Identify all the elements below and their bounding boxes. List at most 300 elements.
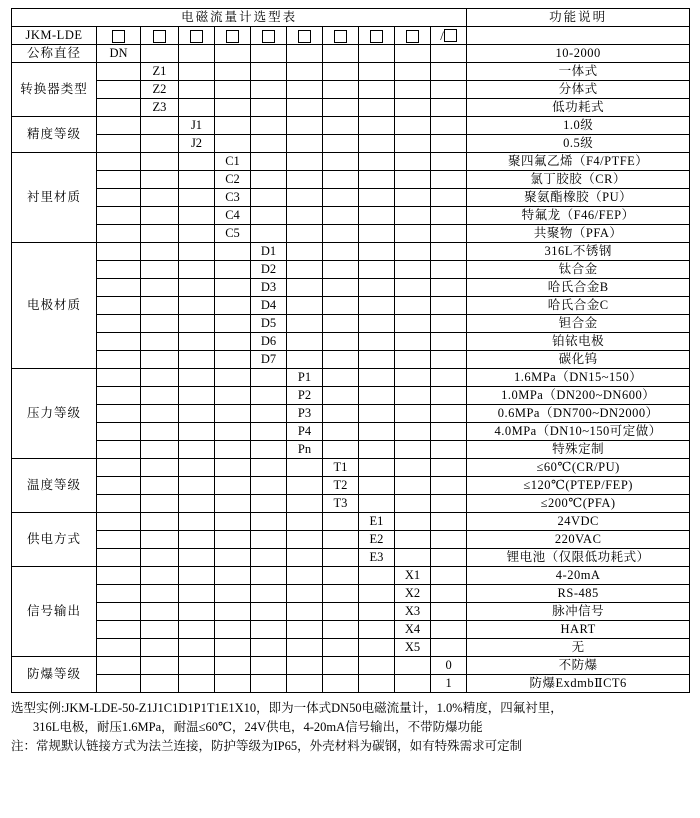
empty-cell <box>141 387 179 405</box>
empty-cell <box>215 99 251 117</box>
empty-cell <box>359 423 395 441</box>
empty-cell <box>179 225 215 243</box>
empty-cell <box>141 261 179 279</box>
row-label-6: 压力等级 <box>12 369 97 459</box>
empty-cell <box>323 387 359 405</box>
empty-cell <box>251 657 287 675</box>
option-code[interactable]: 0 <box>431 657 467 675</box>
empty-cell <box>141 567 179 585</box>
empty-cell <box>359 585 395 603</box>
empty-cell <box>431 117 467 135</box>
empty-cell <box>179 477 215 495</box>
empty-cell <box>323 117 359 135</box>
spec-table <box>11 8 690 693</box>
empty-cell <box>141 207 179 225</box>
empty-cell <box>431 297 467 315</box>
empty-cell <box>97 441 141 459</box>
table-row <box>12 261 690 279</box>
empty-cell <box>395 513 431 531</box>
selection-table-sheet <box>11 8 689 756</box>
empty-cell <box>215 243 251 261</box>
option-code[interactable]: 1 <box>431 675 467 693</box>
empty-cell <box>287 603 323 621</box>
empty-cell <box>215 333 251 351</box>
empty-cell <box>323 585 359 603</box>
empty-cell <box>141 657 179 675</box>
empty-cell <box>323 135 359 153</box>
empty-cell <box>287 333 323 351</box>
empty-cell <box>359 297 395 315</box>
model-code-box-7[interactable] <box>323 27 359 45</box>
empty-cell <box>359 459 395 477</box>
empty-cell <box>141 477 179 495</box>
option-description: 聚四氟乙烯（F4/PTFE） <box>467 153 690 171</box>
empty-cell <box>431 351 467 369</box>
option-code[interactable]: X1 <box>395 567 431 585</box>
checkbox-glyph[interactable] <box>262 30 275 43</box>
empty-cell <box>359 495 395 513</box>
empty-cell <box>141 315 179 333</box>
table-row <box>12 135 690 153</box>
empty-cell <box>251 207 287 225</box>
empty-cell <box>395 675 431 693</box>
option-code[interactable]: C5 <box>215 225 251 243</box>
empty-cell <box>395 369 431 387</box>
option-code[interactable]: DN <box>97 45 141 63</box>
empty-cell <box>215 513 251 531</box>
empty-cell <box>359 45 395 63</box>
empty-cell <box>323 225 359 243</box>
empty-cell <box>323 333 359 351</box>
empty-cell <box>251 63 287 81</box>
empty-cell <box>323 279 359 297</box>
empty-cell <box>431 315 467 333</box>
empty-cell <box>359 639 395 657</box>
checkbox-glyph[interactable] <box>406 30 419 43</box>
table-row <box>12 81 690 99</box>
table-row <box>12 117 690 135</box>
option-description: 聚氨酯橡胶（PU） <box>467 189 690 207</box>
empty-cell <box>395 153 431 171</box>
option-code[interactable]: E1 <box>359 513 395 531</box>
empty-cell <box>179 207 215 225</box>
row-label-5: 电极材质 <box>12 243 97 369</box>
empty-cell <box>215 297 251 315</box>
empty-cell <box>251 135 287 153</box>
empty-cell <box>359 225 395 243</box>
spec-table-body <box>12 9 690 693</box>
empty-cell <box>287 495 323 513</box>
empty-cell <box>359 171 395 189</box>
empty-cell <box>215 405 251 423</box>
checkbox-glyph[interactable] <box>370 30 383 43</box>
empty-cell <box>141 297 179 315</box>
option-code[interactable]: Z1 <box>141 63 179 81</box>
table-row <box>12 225 690 243</box>
option-description: 0.5级 <box>467 135 690 153</box>
empty-cell <box>431 369 467 387</box>
empty-cell <box>431 585 467 603</box>
empty-cell <box>179 153 215 171</box>
empty-cell <box>251 423 287 441</box>
empty-cell <box>251 225 287 243</box>
empty-cell <box>141 279 179 297</box>
option-description: 0.6MPa（DN700~DN2000） <box>467 405 690 423</box>
table-row <box>12 423 690 441</box>
table-row <box>12 171 690 189</box>
empty-cell <box>395 99 431 117</box>
model-prefix: JKM-LDE <box>12 27 97 45</box>
empty-cell <box>215 459 251 477</box>
option-description: 哈氏合金B <box>467 279 690 297</box>
empty-cell <box>141 153 179 171</box>
option-code[interactable]: Z3 <box>141 99 179 117</box>
empty-cell <box>287 261 323 279</box>
empty-cell <box>97 297 141 315</box>
row-label-8: 供电方式 <box>12 513 97 567</box>
empty-cell <box>359 81 395 99</box>
empty-cell <box>359 387 395 405</box>
empty-cell <box>287 171 323 189</box>
model-code-box-8[interactable] <box>359 27 395 45</box>
option-code[interactable]: C2 <box>215 171 251 189</box>
empty-cell <box>97 135 141 153</box>
checkbox-glyph[interactable] <box>444 29 457 42</box>
empty-cell <box>97 387 141 405</box>
empty-cell <box>431 495 467 513</box>
empty-cell <box>395 189 431 207</box>
empty-cell <box>323 153 359 171</box>
empty-cell <box>97 99 141 117</box>
empty-cell <box>215 657 251 675</box>
empty-cell <box>395 225 431 243</box>
empty-cell <box>97 261 141 279</box>
empty-cell <box>251 621 287 639</box>
empty-cell <box>141 243 179 261</box>
option-code[interactable]: P2 <box>287 387 323 405</box>
table-row <box>12 603 690 621</box>
empty-cell <box>179 459 215 477</box>
option-description: 1.0MPa（DN200~DN600） <box>467 387 690 405</box>
empty-cell <box>431 207 467 225</box>
empty-cell <box>179 639 215 657</box>
option-description: 1.6MPa（DN15~150） <box>467 369 690 387</box>
empty-cell <box>323 315 359 333</box>
empty-cell <box>323 405 359 423</box>
empty-cell <box>359 99 395 117</box>
empty-cell <box>215 639 251 657</box>
empty-cell <box>141 621 179 639</box>
empty-cell <box>323 423 359 441</box>
notes-block <box>11 699 689 756</box>
empty-cell <box>395 405 431 423</box>
empty-cell <box>287 513 323 531</box>
empty-cell <box>323 513 359 531</box>
option-code[interactable]: C1 <box>215 153 251 171</box>
empty-cell <box>251 99 287 117</box>
empty-cell <box>287 243 323 261</box>
empty-cell <box>323 639 359 657</box>
empty-cell <box>287 45 323 63</box>
empty-cell <box>323 369 359 387</box>
empty-cell <box>179 423 215 441</box>
empty-cell <box>287 621 323 639</box>
empty-cell <box>431 477 467 495</box>
empty-cell <box>323 603 359 621</box>
empty-cell <box>251 549 287 567</box>
empty-cell <box>97 171 141 189</box>
option-description: 铂铱电极 <box>467 333 690 351</box>
empty-cell <box>395 333 431 351</box>
empty-cell <box>395 387 431 405</box>
option-code[interactable]: T3 <box>323 495 359 513</box>
empty-cell <box>215 45 251 63</box>
option-code[interactable]: Pn <box>287 441 323 459</box>
empty-cell <box>287 63 323 81</box>
empty-cell <box>395 459 431 477</box>
table-row <box>12 513 690 531</box>
empty-cell <box>97 621 141 639</box>
model-code-box-5[interactable] <box>251 27 287 45</box>
row-label-9: 信号输出 <box>12 567 97 657</box>
option-description: 防爆ExdmbⅡCT6 <box>467 675 690 693</box>
empty-cell <box>395 45 431 63</box>
option-description: 钽合金 <box>467 315 690 333</box>
empty-cell <box>215 531 251 549</box>
model-code-box-3[interactable] <box>179 27 215 45</box>
checkbox-glyph[interactable] <box>334 30 347 43</box>
empty-cell <box>395 495 431 513</box>
empty-cell <box>287 459 323 477</box>
option-code[interactable]: J2 <box>179 135 215 153</box>
empty-cell <box>251 117 287 135</box>
option-description: 共聚物（PFA） <box>467 225 690 243</box>
empty-cell <box>323 45 359 63</box>
empty-cell <box>141 585 179 603</box>
empty-cell <box>251 153 287 171</box>
option-code[interactable]: X2 <box>395 585 431 603</box>
table-row <box>12 333 690 351</box>
empty-cell <box>359 261 395 279</box>
empty-cell <box>97 315 141 333</box>
empty-cell <box>287 639 323 657</box>
empty-cell <box>97 369 141 387</box>
empty-cell <box>323 441 359 459</box>
empty-cell <box>179 603 215 621</box>
option-description: ≤60℃(CR/PU) <box>467 459 690 477</box>
model-code-box-4[interactable] <box>215 27 251 45</box>
option-description: 分体式 <box>467 81 690 99</box>
option-code[interactable]: T2 <box>323 477 359 495</box>
model-code-row <box>12 27 690 45</box>
empty-cell <box>97 531 141 549</box>
empty-cell <box>323 99 359 117</box>
empty-cell <box>141 495 179 513</box>
empty-cell <box>395 297 431 315</box>
empty-cell <box>141 189 179 207</box>
empty-cell <box>141 423 179 441</box>
option-code[interactable]: X3 <box>395 603 431 621</box>
empty-cell <box>215 549 251 567</box>
empty-cell <box>179 243 215 261</box>
option-code[interactable]: D1 <box>251 243 287 261</box>
empty-cell <box>251 495 287 513</box>
empty-cell <box>287 531 323 549</box>
empty-cell <box>287 153 323 171</box>
empty-cell <box>323 297 359 315</box>
table-row <box>12 297 690 315</box>
empty-cell <box>97 351 141 369</box>
table-row <box>12 45 690 63</box>
option-code[interactable]: P4 <box>287 423 323 441</box>
empty-cell <box>215 621 251 639</box>
empty-cell <box>141 117 179 135</box>
empty-cell <box>251 513 287 531</box>
option-code[interactable]: D2 <box>251 261 287 279</box>
empty-cell <box>359 153 395 171</box>
option-code[interactable]: X4 <box>395 621 431 639</box>
empty-cell <box>97 189 141 207</box>
empty-cell <box>179 171 215 189</box>
empty-cell <box>97 567 141 585</box>
empty-cell <box>287 585 323 603</box>
checkbox-glyph[interactable] <box>153 30 166 43</box>
empty-cell <box>431 639 467 657</box>
option-code[interactable]: D3 <box>251 279 287 297</box>
empty-cell <box>431 153 467 171</box>
empty-cell <box>323 351 359 369</box>
note-example-line1: 选型实例:JKM-LDE-50-Z1J1C1D1P1T1E1X10，即为一体式DN50电磁流量计，1.0%精度，四氟衬里， <box>11 701 563 715</box>
table-row <box>12 243 690 261</box>
option-code[interactable]: P1 <box>287 369 323 387</box>
option-code[interactable]: T1 <box>323 459 359 477</box>
empty-cell <box>215 315 251 333</box>
empty-cell <box>359 63 395 81</box>
empty-cell <box>97 549 141 567</box>
empty-cell <box>97 459 141 477</box>
empty-cell <box>179 45 215 63</box>
empty-cell <box>323 243 359 261</box>
option-code[interactable]: D4 <box>251 297 287 315</box>
empty-cell <box>215 387 251 405</box>
empty-cell <box>251 567 287 585</box>
empty-cell <box>359 477 395 495</box>
model-code-box-9[interactable] <box>395 27 431 45</box>
empty-cell <box>359 117 395 135</box>
option-code[interactable]: D6 <box>251 333 287 351</box>
empty-cell <box>179 279 215 297</box>
table-row <box>12 549 690 567</box>
table-row <box>12 477 690 495</box>
option-description: 10-2000 <box>467 45 690 63</box>
model-code-box-1[interactable] <box>97 27 141 45</box>
option-code[interactable]: D5 <box>251 315 287 333</box>
empty-cell <box>287 549 323 567</box>
empty-cell <box>141 531 179 549</box>
table-row <box>12 279 690 297</box>
empty-cell <box>141 171 179 189</box>
option-code[interactable]: E2 <box>359 531 395 549</box>
option-code[interactable]: J1 <box>179 117 215 135</box>
checkbox-glyph[interactable] <box>190 30 203 43</box>
empty-cell <box>251 459 287 477</box>
option-description: 不防爆 <box>467 657 690 675</box>
empty-cell <box>287 297 323 315</box>
empty-cell <box>359 189 395 207</box>
empty-cell <box>395 423 431 441</box>
empty-cell <box>97 603 141 621</box>
empty-cell <box>323 63 359 81</box>
option-code[interactable]: X5 <box>395 639 431 657</box>
empty-cell <box>179 297 215 315</box>
model-code-box-10[interactable] <box>431 27 467 45</box>
table-row <box>12 63 690 81</box>
empty-cell <box>251 189 287 207</box>
option-description: 220VAC <box>467 531 690 549</box>
empty-cell <box>287 351 323 369</box>
option-code[interactable]: E3 <box>359 549 395 567</box>
empty-cell <box>179 513 215 531</box>
empty-cell <box>141 45 179 63</box>
empty-cell <box>323 675 359 693</box>
empty-cell <box>431 81 467 99</box>
option-code[interactable]: C3 <box>215 189 251 207</box>
empty-cell <box>395 315 431 333</box>
empty-cell <box>395 171 431 189</box>
option-code[interactable]: Z2 <box>141 81 179 99</box>
empty-cell <box>97 675 141 693</box>
option-code[interactable]: C4 <box>215 207 251 225</box>
row-label-1: 公称直径 <box>12 45 97 63</box>
option-description: 脉冲信号 <box>467 603 690 621</box>
empty-cell <box>215 477 251 495</box>
empty-cell <box>431 387 467 405</box>
option-code[interactable]: D7 <box>251 351 287 369</box>
function-description-header: 功能说明 <box>467 9 690 27</box>
checkbox-glyph[interactable] <box>112 30 125 43</box>
empty-cell <box>359 369 395 387</box>
empty-cell <box>287 117 323 135</box>
empty-cell <box>215 63 251 81</box>
empty-cell <box>141 225 179 243</box>
empty-cell <box>141 549 179 567</box>
empty-cell <box>97 207 141 225</box>
empty-cell <box>323 261 359 279</box>
empty-cell <box>251 441 287 459</box>
empty-cell <box>251 369 287 387</box>
table-row <box>12 99 690 117</box>
empty-cell <box>395 279 431 297</box>
empty-cell <box>141 405 179 423</box>
empty-cell <box>97 405 141 423</box>
model-code-box-2[interactable] <box>141 27 179 45</box>
empty-cell <box>215 675 251 693</box>
checkbox-glyph[interactable] <box>226 30 239 43</box>
option-code[interactable]: P3 <box>287 405 323 423</box>
model-code-box-6[interactable] <box>287 27 323 45</box>
empty-cell <box>359 675 395 693</box>
empty-cell <box>141 351 179 369</box>
option-description: 低功耗式 <box>467 99 690 117</box>
empty-cell <box>215 261 251 279</box>
empty-cell <box>359 333 395 351</box>
empty-cell <box>251 585 287 603</box>
checkbox-glyph[interactable] <box>298 30 311 43</box>
empty-cell <box>395 351 431 369</box>
empty-cell <box>179 81 215 99</box>
table-row <box>12 657 690 675</box>
table-row <box>12 315 690 333</box>
